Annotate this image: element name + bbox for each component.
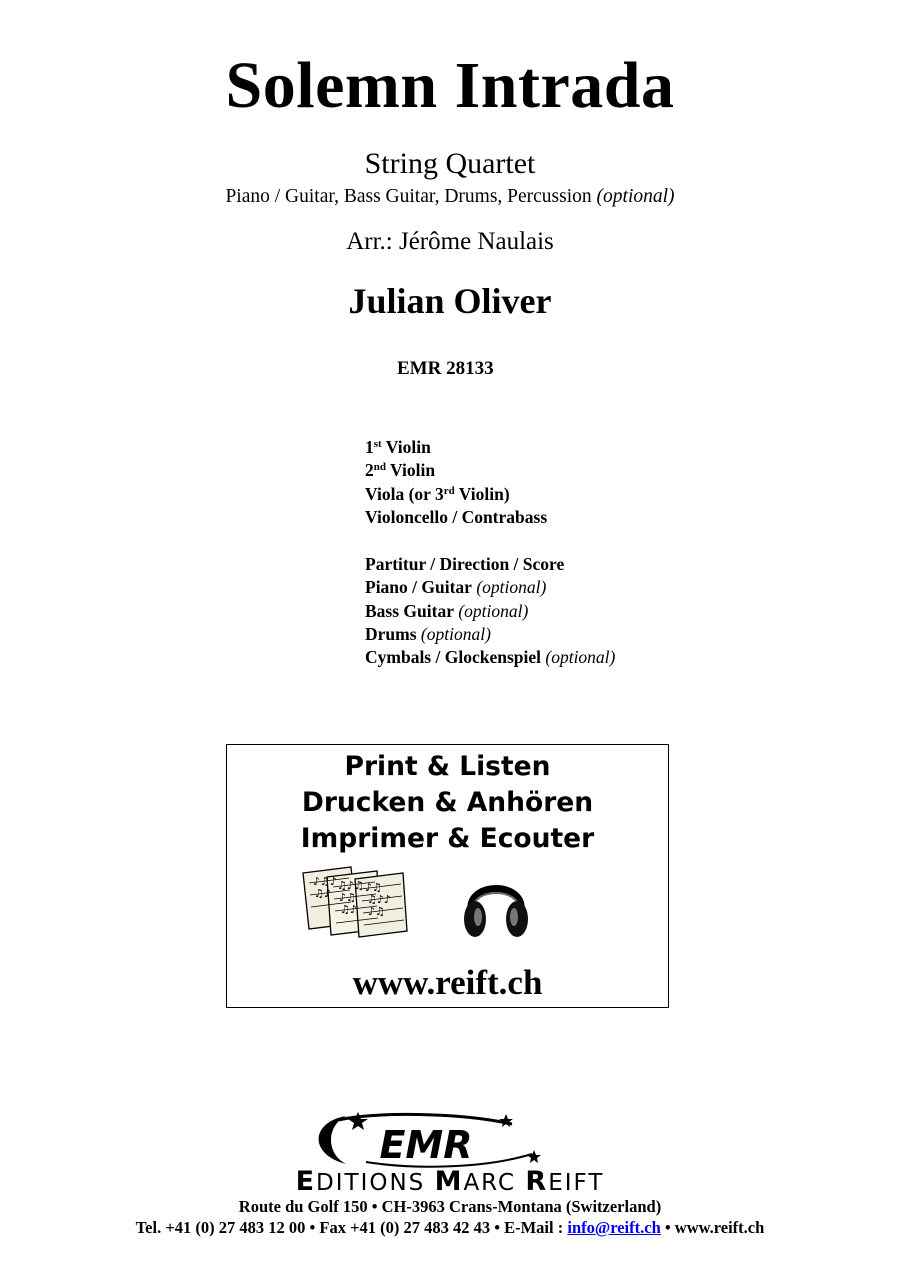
- emr-logo: [306, 1110, 546, 1170]
- svg-text:♫♪: ♫♪: [340, 903, 357, 916]
- svg-text:♪♫: ♪♫: [365, 881, 382, 894]
- optional-note: (optional): [596, 186, 675, 207]
- sheet-music-icon: [299, 863, 411, 941]
- svg-text:♪♫♪: ♪♫♪: [313, 875, 337, 888]
- part-violin-1: 1st Violin: [365, 437, 431, 457]
- logo-text: EMR: [379, 1123, 473, 1167]
- svg-text:♪♫: ♪♫: [368, 905, 385, 918]
- svg-text:♫♪♪: ♫♪♪: [367, 893, 391, 906]
- page-title: Solemn Intrada: [225, 49, 675, 122]
- part-cymbals: Cymbals / Glockenspiel (optional): [365, 647, 616, 668]
- print-listen-fr: Imprimer & Ecouter: [300, 823, 595, 854]
- part-violin-2: 2nd Violin: [365, 460, 436, 481]
- website-link[interactable]: www.reift.ch: [352, 963, 543, 1002]
- instrument-list: Piano / Guitar, Bass Guitar, Drums, Percussion: [225, 186, 592, 207]
- print-listen-de: Drucken & Anhören: [301, 787, 594, 818]
- ensemble: String Quartet: [364, 147, 536, 180]
- string-parts-list: [365, 436, 547, 529]
- part-piano: Piano / Guitar (optional): [365, 577, 547, 598]
- catalog-number: EMR 28133: [397, 358, 494, 379]
- part-cello: Violoncello / Contrabass: [365, 506, 548, 527]
- publisher-name: EDITIONS MARC REIFT: [295, 1166, 605, 1197]
- part-score: Partitur / Direction / Score: [365, 554, 565, 574]
- part-viola: Viola (or 3rd Violin): [365, 483, 510, 504]
- additional-parts-list: [365, 553, 615, 669]
- svg-text:♪♫: ♪♫: [339, 891, 356, 904]
- svg-text:♫♪: ♫♪: [314, 887, 331, 900]
- svg-text:♫♪♫: ♫♪♫: [337, 879, 364, 892]
- part-drums: Drums (optional): [365, 623, 491, 644]
- publisher-address: Route du Golf 150 • CH-3963 Crans-Montana (Switzerland): [238, 1197, 662, 1216]
- headphones-icon: [461, 867, 531, 943]
- part-bass: Bass Guitar (optional): [365, 600, 529, 621]
- print-listen-en: Print & Listen: [344, 751, 551, 782]
- email-link[interactable]: info@reift.ch: [567, 1218, 661, 1237]
- contact-line: Tel. +41 (0) 27 483 12 00 • Fax +41 (0) 27 483 42 43 • E-Mail : info@reift.ch • www.reift.ch: [135, 1218, 765, 1237]
- print-listen-box: [226, 744, 669, 1008]
- arranger: Arr.: Jérôme Naulais: [346, 228, 554, 255]
- composer: Julian Oliver: [348, 281, 552, 321]
- instrumentation: [0, 186, 900, 208]
